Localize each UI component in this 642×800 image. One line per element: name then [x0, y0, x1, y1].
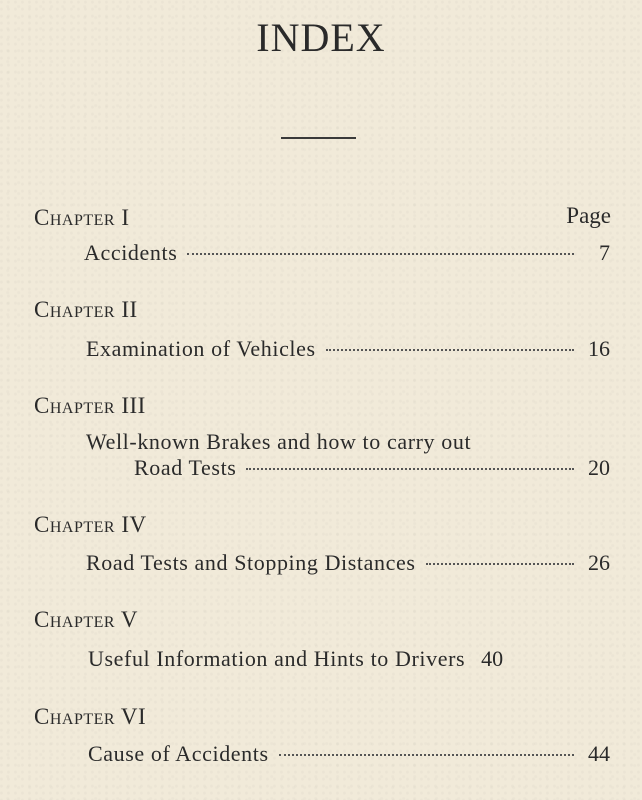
entry-title: Accidents [84, 240, 178, 265]
chapter-heading: Chapter II [34, 297, 138, 322]
entry-title: Cause of Accidents [88, 741, 269, 766]
index-entry[interactable] [86, 550, 610, 576]
chapter-heading: Chapter IV [34, 512, 147, 537]
chapter-heading: Chapter I [34, 205, 130, 230]
index-entry[interactable] [86, 336, 610, 362]
index-entry[interactable] [88, 741, 610, 767]
dot-leader [187, 253, 574, 255]
entry-page-number: 40 [481, 646, 504, 671]
entry-title: Examination of Vehicles [86, 336, 316, 361]
dot-leader [426, 563, 575, 565]
index-entry[interactable] [134, 455, 610, 481]
entry-title-line: Well-known Brakes and how to carry out [86, 429, 472, 454]
entry-title: Road Tests and Stopping Distances [86, 550, 416, 575]
chapter-heading: Chapter III [34, 393, 146, 418]
page-title: INDEX [256, 15, 386, 60]
entry-page-number: 16 [588, 336, 610, 361]
dot-leader [326, 349, 574, 351]
dot-leader [279, 754, 574, 756]
entry-title: Road Tests [134, 455, 237, 480]
entry-page-number: 20 [588, 455, 610, 480]
chapter-heading: Chapter VI [34, 704, 147, 729]
entry-page-number: 26 [588, 550, 610, 575]
title-divider [281, 137, 356, 139]
dot-leader [246, 468, 574, 470]
entry-title: Useful Information and Hints to Drivers [88, 646, 466, 671]
index-entry[interactable] [84, 240, 610, 266]
entry-page-number: 7 [599, 240, 610, 265]
page-column-label: Page [566, 203, 611, 228]
chapter-heading: Chapter V [34, 607, 139, 632]
entry-page-number: 44 [588, 741, 610, 766]
index-entry[interactable] [88, 646, 610, 672]
